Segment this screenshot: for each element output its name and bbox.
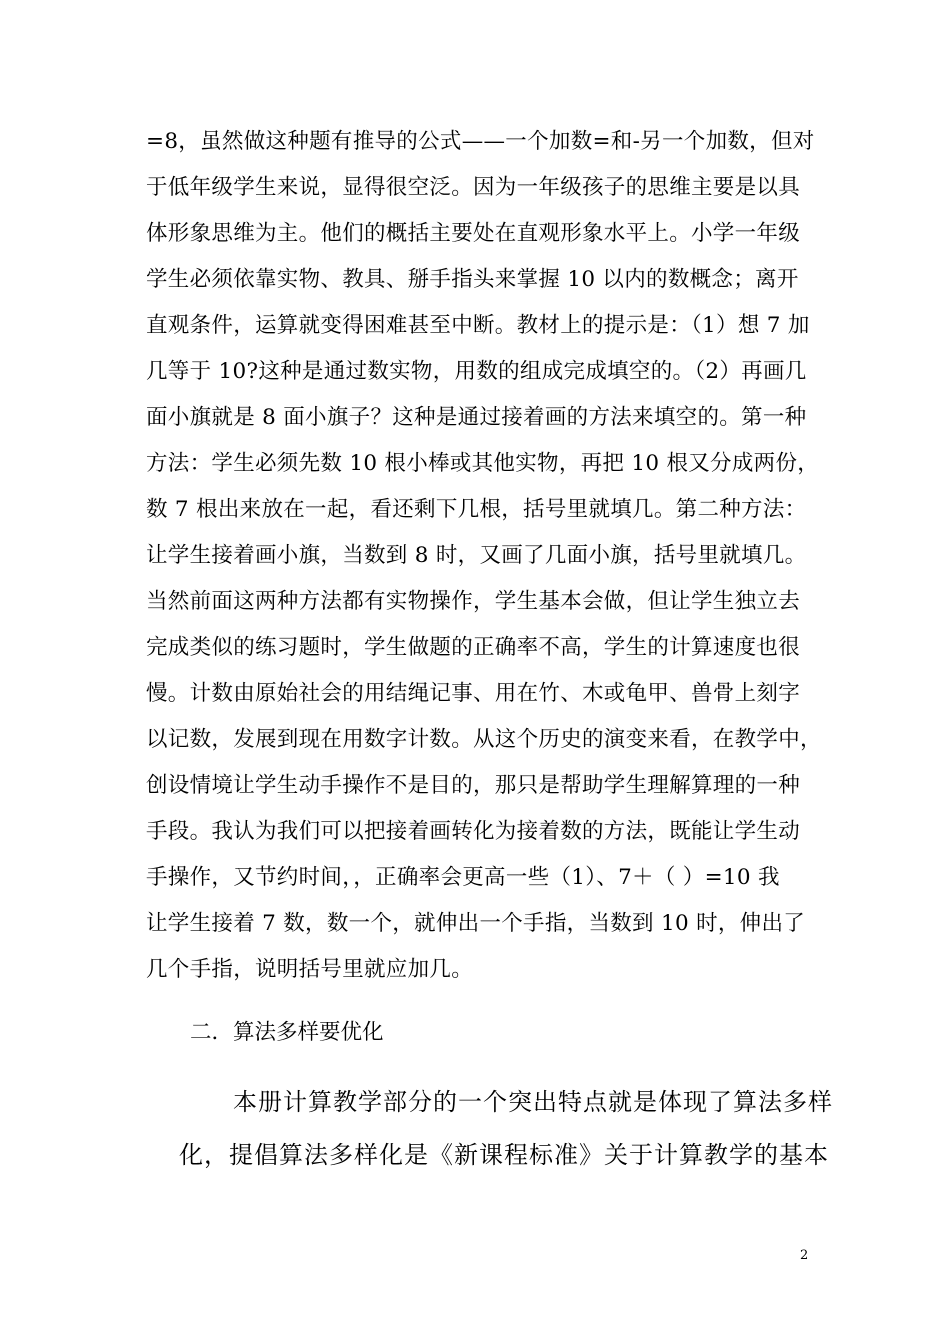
body-line-16: 手段。我认为我们可以把接着画转化为接着数的方法，既能让学生动 — [146, 819, 801, 844]
body-line-8: 方法：学生必须先数 10 根小棒或其他实物，再把 10 根又分成两份， — [146, 451, 820, 476]
body-line-19: 几个手指，说明括号里就应加几。 — [146, 957, 474, 982]
paragraph-line-2: 化，提倡算法多样化是《新课程标准》关于计算教学的基本 — [179, 1141, 829, 1169]
body-line-5: 直观条件，运算就变得困难甚至中断。教材上的提示是：（1）想 7 加 — [146, 313, 810, 338]
body-line-6: 几等于 10?这种是通过数实物，用数的组成完成填空的。（2）再画几 — [146, 359, 807, 384]
body-line-1: =8，虽然做这种题有推导的公式——一个加数=和-另一个加数，但对 — [146, 129, 815, 154]
paragraph-line-1: 本册计算教学部分的一个突出特点就是体现了算法多样 — [233, 1088, 833, 1116]
body-line-18: 让学生接着 7 数，数一个，就伸出一个手指，当数到 10 时，伸出了 — [146, 911, 806, 936]
body-line-10: 让学生接着画小旗，当数到 8 时，又画了几面小旗，括号里就填几。 — [146, 543, 807, 568]
body-line-4: 学生必须依靠实物、教具、掰手指头来掌握 10 以内的数概念；离开 — [146, 267, 799, 292]
body-line-3: 体形象思维为主。他们的概括主要处在直观形象水平上。小学一年级 — [146, 221, 801, 246]
body-line-14: 以记数，发展到现在用数字计数。从这个历史的演变来看，在教学中， — [146, 727, 822, 752]
body-line-12: 完成类似的练习题时，学生做题的正确率不高，学生的计算速度也很 — [146, 635, 801, 660]
section-heading: 二．算法多样要优化 — [190, 1020, 384, 1045]
page-number: 2 — [800, 1248, 809, 1263]
body-line-2: 于低年级学生来说，显得很空泛。因为一年级孩子的思维主要是以具 — [146, 175, 801, 200]
body-line-13: 慢。计数由原始社会的用结绳记事、用在竹、木或龟甲、兽骨上刻字 — [146, 681, 801, 706]
body-line-9: 数 7 根出来放在一起，看还剩下几根，括号里就填几。第二种方法： — [146, 497, 807, 522]
body-line-15: 创设情境让学生动手操作不是目的，那只是帮助学生理解算理的一种 — [146, 773, 801, 798]
body-line-7: 面小旗就是 8 面小旗子？这种是通过接着画的方法来填空的。第一种 — [146, 405, 807, 430]
body-line-11: 当然前面这两种方法都有实物操作，学生基本会做，但让学生独立去 — [146, 589, 801, 614]
body-line-17: 手操作，又节约时间，，正确率会更高一些（1）、7＋（ ）=10 我 — [146, 865, 780, 890]
